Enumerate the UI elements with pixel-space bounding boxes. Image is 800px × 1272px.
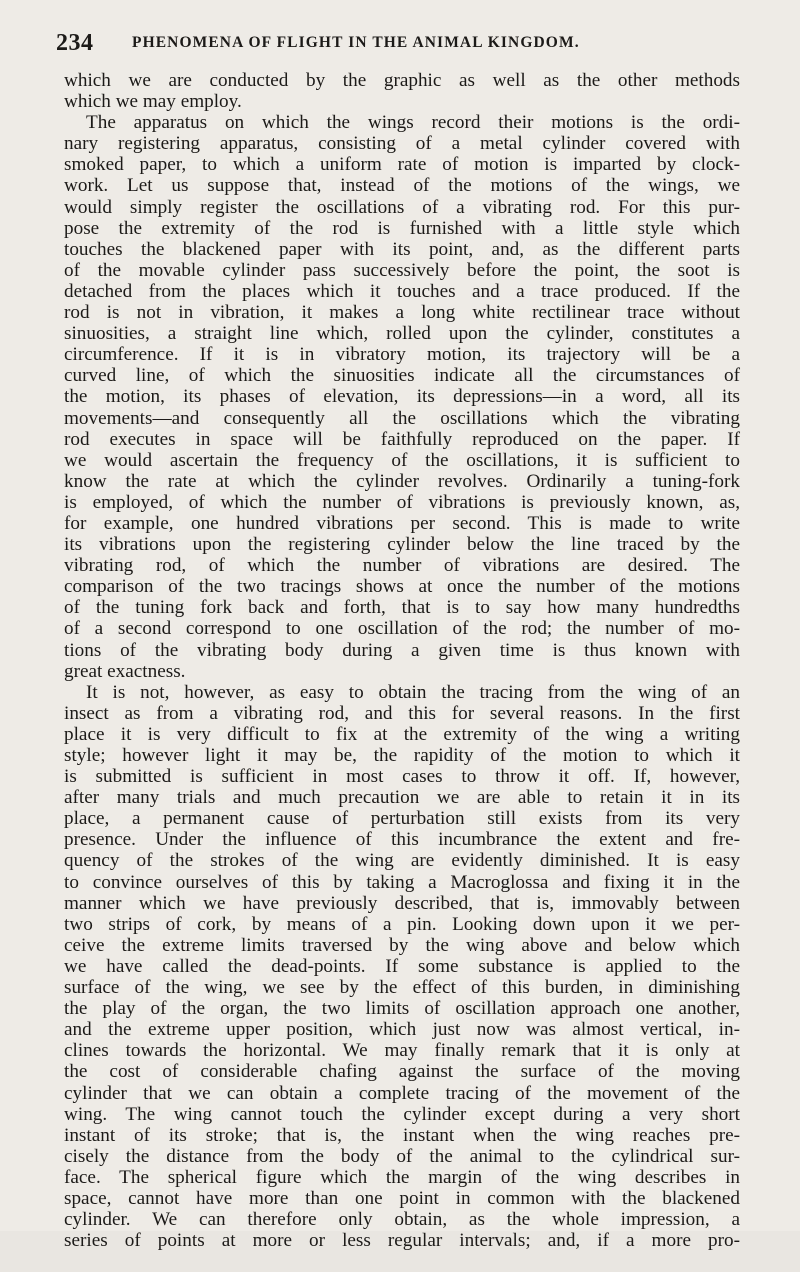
text-line: is employed, of which the number of vibrations is previously known, as, (64, 491, 740, 513)
text-line: would simply register the oscillations of a vibrating rod. For this pur- (64, 196, 740, 218)
text-line: nary registering apparatus, consisting of a metal cylinder covered with (64, 133, 740, 155)
text-line: place it is very difficult to fix at the extremity of the wing a writing (64, 723, 740, 745)
body-text (64, 70, 740, 1272)
text-line: series of points at more or less regular intervals; and, if a more pro- (64, 1230, 740, 1252)
text-line: place, a permanent cause of perturbation still exists from its very (64, 808, 740, 830)
text-line: surface of the wing, we see by the effect of this burden, in diminishing (64, 977, 740, 999)
text-line: which we may employ. (64, 91, 242, 113)
text-line: vibrating rod, of which the number of vibrations are desired. The (64, 555, 740, 577)
text-line: movements—and consequently all the oscillations which the vibrating (64, 407, 740, 429)
text-line: cylinder. We can therefore only obtain, as the whole impression, a (64, 1209, 740, 1231)
text-line: tions of the vibrating body during a given time is thus known with (64, 639, 740, 661)
text-line: cylinder that we can obtain a complete tracing of the movement of the (64, 1082, 740, 1104)
text-line: manner which we have previously described, that is, immovably between (64, 892, 740, 914)
text-line: rod executes in space will be faithfully reproduced on the paper. If (64, 428, 740, 450)
text-line: touches the blackened paper with its point, and, as the different parts (64, 238, 740, 260)
text-line: style; however light it may be, the rapidity of the motion to which it (64, 745, 740, 766)
text-line: of the movable cylinder pass successively before the point, the soot is (64, 259, 740, 281)
text-line: to convince ourselves of this by taking a Macroglossa and fixing it in the (64, 871, 740, 893)
text-line: quency of the strokes of the wing are evidently diminished. It is easy (64, 850, 740, 872)
text-line (64, 1251, 740, 1272)
text-line: ceive the extreme limits traversed by the wing above and below which (64, 934, 740, 956)
text-line: we would ascertain the frequency of the oscillations, it is sufficient to (64, 449, 740, 471)
text-line: It is not, however, as easy to obtain the tracing from the wing of an (86, 681, 740, 703)
text-line: for example, one hundred vibrations per second. This is made to write (64, 512, 740, 534)
page-header (56, 30, 756, 60)
text-line: face. The spherical figure which the margin of the wing describes in (64, 1166, 740, 1188)
text-line: cisely the distance from the body of the animal to the cylindrical sur- (64, 1145, 740, 1167)
text-line: of the tuning fork back and forth, that is to say how many hundredths (64, 597, 740, 619)
text-line: and the extreme upper position, which just now was almost vertical, in- (64, 1019, 740, 1041)
running-head: PHENOMENA OF FLIGHT IN THE ANIMAL KINGDOM. (132, 34, 580, 51)
text-line: the cost of considerable chafing against the surface of the moving (64, 1061, 740, 1083)
text-line: space, cannot have more than one point in common with the blackened (64, 1187, 740, 1209)
text-line: pose the extremity of the rod is furnished with a little style which (64, 217, 740, 239)
text-line: The apparatus on which the wings record their motions is the ordi- (86, 112, 740, 134)
text-line: great exactness. (64, 660, 186, 682)
text-line: presence. Under the influence of this incumbrance the extent and fre- (64, 829, 740, 851)
page-number: 234 (56, 30, 94, 56)
text-line: curved line, of which the sinuosities indicate all the circumstances of (64, 365, 740, 387)
text-line: the play of the organ, the two limits of oscillation approach one another, (64, 998, 740, 1020)
text-line: instant of its stroke; that is, the instant when the wing reaches pre- (64, 1124, 740, 1146)
text-line: circumference. If it is in vibratory motion, its trajectory will be a (64, 344, 740, 366)
text-line: clines towards the horizontal. We may finally remark that it is only at (64, 1040, 740, 1062)
text-line: we have called the dead-points. If some substance is applied to the (64, 955, 740, 977)
text-line: the motion, its phases of elevation, its depressions—in a word, all its (64, 386, 740, 408)
text-line: wing. The wing cannot touch the cylinder except during a very short (64, 1103, 740, 1125)
text-line: smoked paper, to which a uniform rate of motion is imparted by clock- (64, 154, 740, 176)
text-line: work. Let us suppose that, instead of the motions of the wings, we (64, 175, 740, 197)
text-line: of a second correspond to one oscillation of the rod; the number of mo- (64, 618, 740, 640)
text-line: rod is not in vibration, it makes a long white rectilinear trace without (64, 302, 740, 324)
text-line: its vibrations upon the registering cylinder below the line traced by the (64, 534, 740, 556)
text-line: know the rate at which the cylinder revolves. Ordinarily a tuning-fork (64, 470, 740, 492)
text-line: insect as from a vibrating rod, and this for several reasons. In the first (64, 702, 740, 724)
text-line: comparison of the two tracings shows at once the number of the motions (64, 576, 740, 598)
text-line: is submitted is sufficient in most cases to throw it off. If, however, (64, 766, 740, 788)
text-line: sinuosities, a straight line which, rolled upon the cylinder, constitutes a (64, 323, 740, 345)
text-line: detached from the places which it touches and a trace produced. If the (64, 280, 740, 302)
text-line: after many trials and much precaution we are able to retain it in its (64, 787, 740, 809)
text-line: two strips of cork, by means of a pin. Looking down upon it we per- (64, 913, 740, 935)
text-line: which we are conducted by the graphic as well as the other methods (64, 70, 740, 91)
